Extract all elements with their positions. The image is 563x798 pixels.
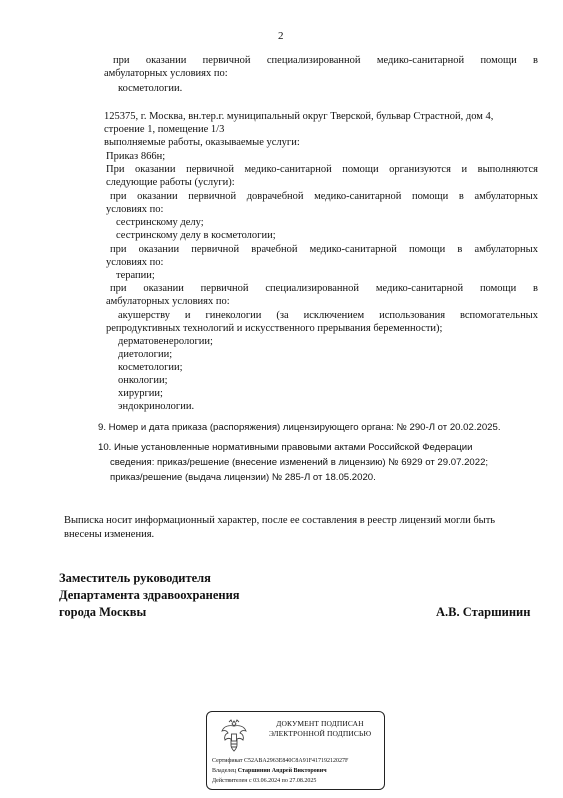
p4-line1: при оказании первичной специализированной медико-санитарной помощи в	[110, 283, 538, 294]
certificate-label: Сертификат	[212, 758, 243, 764]
section-9: 9. Номер и дата приказа (распоряжения) лицензирующего органа: № 290-Л от 20.02.2025.	[98, 422, 501, 433]
section-10-line1: 10. Иные установленные нормативными правовыми актами Российской Федерации	[98, 442, 473, 453]
p4-line2: амбулаторных условиях по:	[106, 296, 230, 307]
stamp-validity: Действителен с 03.06.2024 по 27.08.2025	[212, 778, 317, 784]
list-item: диетологии;	[118, 349, 173, 360]
address-line1: 125375, г. Москва, вн.тер.г. муниципальный округ Тверской, бульвар Страстной, дом 4,	[104, 111, 494, 122]
stamp-title-line2: ЭЛЕКТРОННОЙ ПОДПИСЬЮ	[268, 729, 372, 738]
block1-line2: амбулаторных условиях по:	[104, 68, 228, 79]
p1-line1: При оказании первичной медико-санитарной помощи организуются и выполняются	[106, 164, 538, 175]
list-item: репродуктивных технологий и искусственного прерывания беременности);	[106, 323, 443, 334]
stamp-certificate	[212, 757, 348, 765]
p1-line2: следующие работы (услуги):	[106, 177, 235, 188]
section-10-line3: приказ/решение (выдача лицензии) № 285-Л от 18.05.2020.	[110, 472, 376, 483]
address-line2: строение 1, помещение 1/3	[104, 124, 225, 135]
list-item: онкологии;	[118, 375, 168, 386]
signer-position-line3: города Москвы	[59, 605, 147, 619]
stamp-title	[261, 719, 379, 739]
owner-value: Старшинин Андрей Викторович	[237, 768, 327, 774]
block1-line3: косметологии.	[118, 83, 183, 94]
signer-position-line2: Департамента здравоохранения	[59, 588, 240, 602]
certificate-value: C52ABA2963E840C8A91F41719212027F	[244, 758, 349, 764]
list-item: сестринскому делу;	[116, 217, 204, 228]
electronic-signature-stamp	[206, 711, 385, 790]
list-item: эндокринологии.	[118, 401, 195, 412]
p2-line1: при оказании первичной доврачебной медико-санитарной помощи в амбулаторных	[110, 191, 538, 202]
section-10-line2: сведения: приказ/решение (внесение изменений в лицензию) № 6929 от 29.07.2022;	[110, 457, 489, 468]
list-item: косметологии;	[118, 362, 183, 373]
coat-of-arms-emblem	[219, 717, 249, 753]
signer-name: А.В. Старшинин	[436, 605, 531, 619]
p3-line1: при оказании первичной врачебной медико-санитарной помощи в амбулаторных	[110, 244, 538, 255]
list-item: акушерству и гинекологии (за исключением использования вспомогательных	[118, 310, 538, 321]
stamp-title-line1: ДОКУМЕНТ ПОДПИСАН	[276, 719, 364, 728]
list-item: сестринскому делу в косметологии;	[116, 230, 276, 241]
stamp-owner	[212, 767, 327, 775]
page-number: 2	[278, 30, 284, 42]
signer-position-line1: Заместитель руководителя	[59, 571, 211, 585]
list-item: дерматовенерологии;	[118, 336, 213, 347]
p3-line2: условиях по:	[106, 257, 164, 268]
notice-line2: внесены изменения.	[64, 529, 155, 540]
block1-line1: при оказании первичной специализированной медико-санитарной помощи в	[113, 55, 538, 66]
order-line: Приказ 866н;	[106, 151, 166, 162]
list-item: хирургии;	[118, 388, 163, 399]
p2-line2: условиях по:	[106, 204, 164, 215]
owner-label: Владелец	[212, 768, 237, 774]
list-item: терапии;	[116, 270, 155, 281]
notice-line1: Выписка носит информационный характер, после ее составления в реестр лицензий могли быть	[64, 515, 496, 526]
works-label: выполняемые работы, оказываемые услуги:	[104, 137, 300, 148]
